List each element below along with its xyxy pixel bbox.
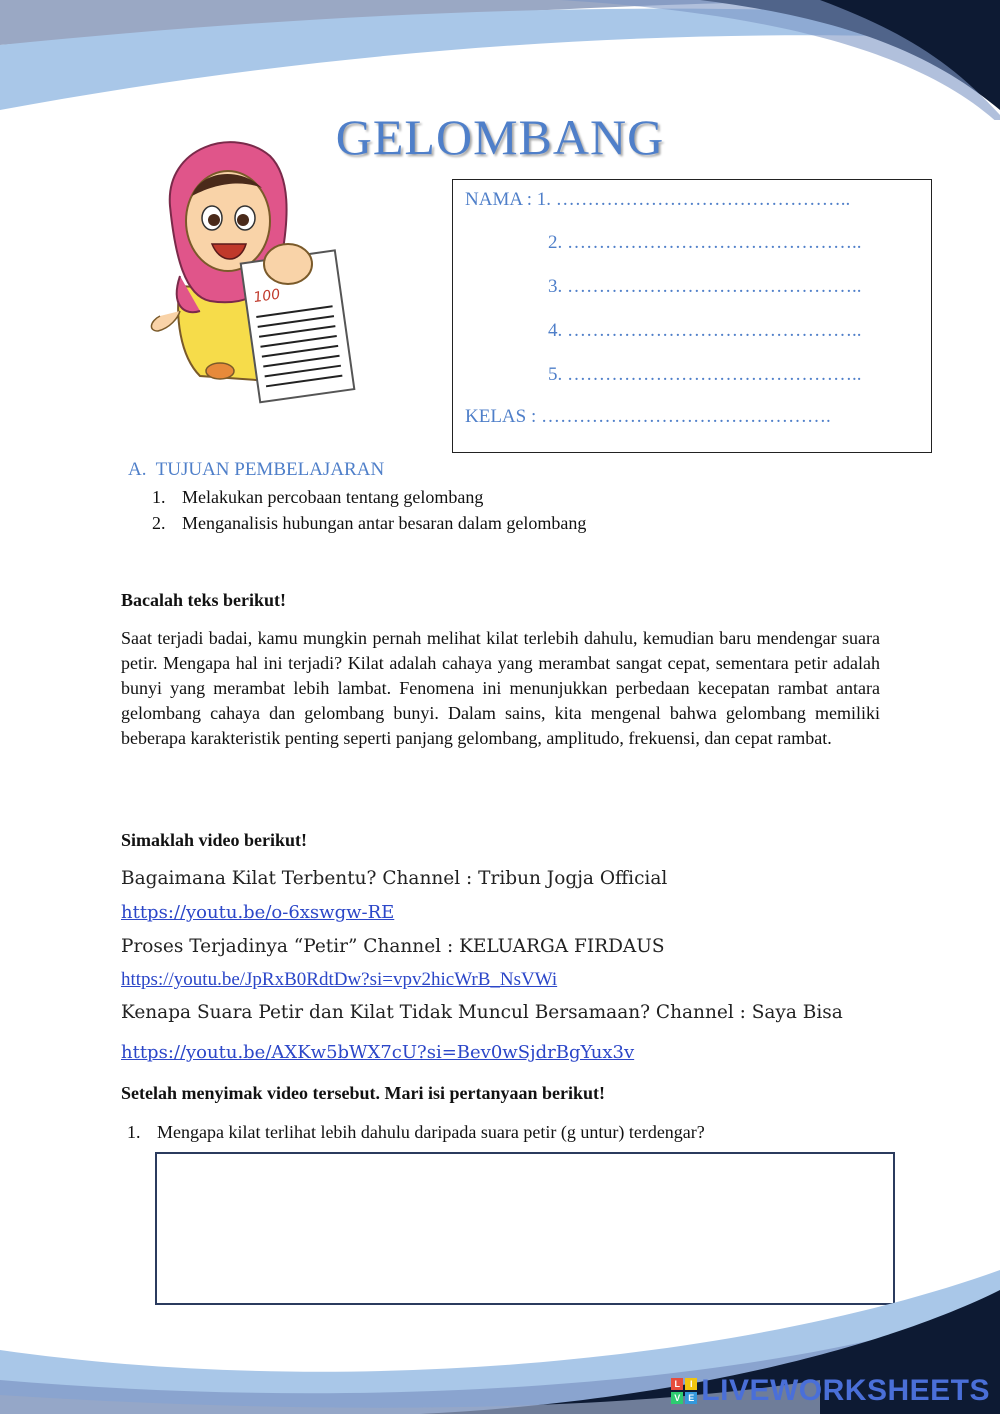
student-name-box	[452, 179, 932, 453]
name-field-4[interactable]: 4. ………………………………………..	[548, 320, 862, 341]
page-title: GELOMBANG	[335, 109, 665, 165]
video-link-2[interactable]: https://youtu.be/JpRxB0RdtDw?si=vpv2hicWrB_NsVWi	[121, 969, 558, 990]
video-link-3[interactable]: https://youtu.be/AXKw5bWX7cU?si=Bev0wSjdrBgYux3v	[121, 1042, 635, 1063]
objective-item: 2. Menganalisis hubungan antar besaran dalam gelombang	[152, 513, 587, 533]
girl-holding-paper-illustration	[140, 126, 370, 416]
questions-heading: Setelah menyimak video tersebut. Mari isi pertanyaan berikut!	[121, 1083, 605, 1103]
class-field[interactable]: KELAS : ……………………………………….	[465, 406, 831, 427]
video-title-1: Bagaimana Kilat Terbentu? Channel : Tribun Jogja Official	[121, 868, 668, 889]
logo-tiles-icon: L I V E	[671, 1378, 697, 1404]
video-heading: Simaklah video berikut!	[121, 830, 308, 850]
header-wave-decoration	[0, 0, 1000, 120]
video-title-3: Kenapa Suara Petir dan Kilat Tidak Muncul Bersamaan? Channel : Saya Bisa	[121, 1002, 843, 1023]
name-field-5[interactable]: 5. ………………………………………..	[548, 364, 862, 385]
question-1: 1. Mengapa kilat terlihat lebih dahulu daripada suara petir (g untur) terdengar?	[127, 1122, 705, 1142]
video-link-1[interactable]: https://youtu.be/o-6xswgw-RE	[121, 902, 395, 923]
logo-text: LIVEWORKSHEETS	[701, 1374, 990, 1407]
video-title-2: Proses Terjadinya “Petir” Channel : KELUARGA FIRDAUS	[121, 936, 665, 957]
reading-paragraph: Saat terjadi badai, kamu mungkin pernah melihat kilat terlebih dahulu, kemudian baru mendengar suara petir. Mengapa hal ini terjadi? Kilat adalah cahaya yang merambat sangat cepat, sementara petir adalah bunyi yang merambat lebih lambat. Fenomena ini menunjukkan perbedaan kecepatan rambat antara gelombang cahaya dan gelombang bunyi. Dalam sains, kita mengenal bahwa gelombang memiliki beberapa karakteristik penting seperti panjang gelombang, amplitudo, frekuensi, dan cepat rambat.	[121, 628, 880, 748]
objective-item: 1. Melakukan percobaan tentang gelombang	[152, 487, 484, 507]
name-field-2[interactable]: 2. ………………………………………..	[548, 232, 862, 253]
reading-heading: Bacalah teks berikut!	[121, 590, 287, 610]
name-field-3[interactable]: 3. ………………………………………..	[548, 276, 862, 297]
name-field-1[interactable]: NAMA : 1. ………………………………………..	[465, 189, 851, 210]
liveworksheets-logo	[671, 1374, 990, 1408]
paper-score: 100	[252, 286, 282, 307]
learning-objectives-heading: A. TUJUAN PEMBELAJARAN	[128, 459, 385, 480]
